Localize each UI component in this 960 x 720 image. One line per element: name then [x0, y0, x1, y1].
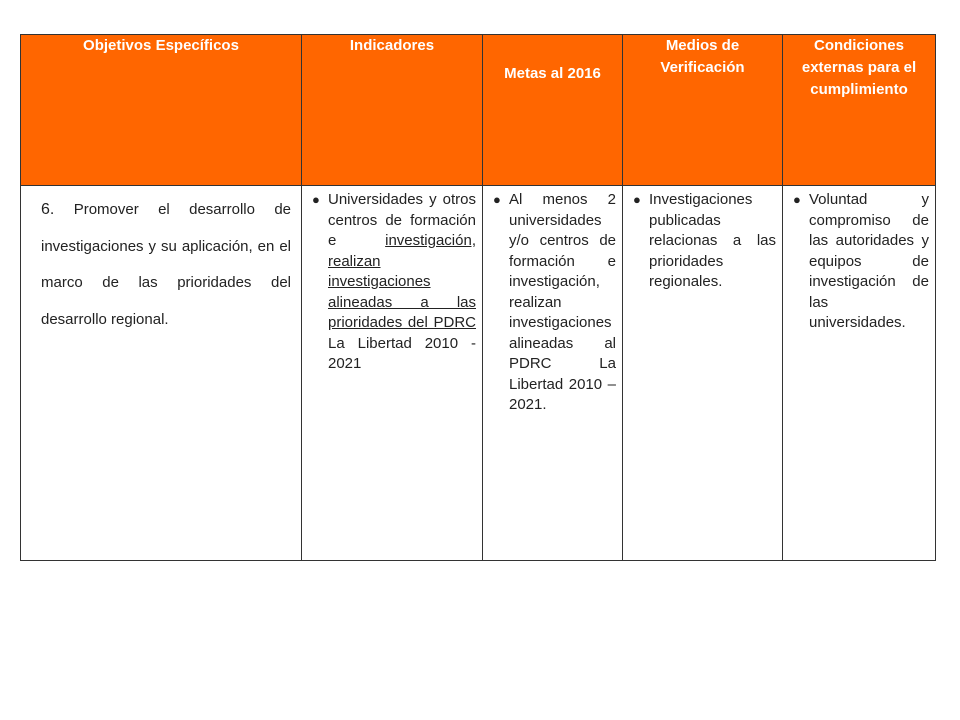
header-condiciones: Condiciones externas para el cumplimiento	[783, 35, 936, 186]
bullet-icon: ●	[793, 192, 801, 207]
objetivo-number: 6.	[41, 201, 55, 218]
meta-item	[487, 190, 616, 416]
condicion-cell	[783, 186, 936, 561]
objetivo-cell	[21, 186, 302, 561]
table-row	[21, 186, 936, 561]
header-medios: Medios de Verificación	[623, 35, 783, 186]
indicador-text-1: Universidades y otros centros de formación e	[328, 191, 476, 249]
header-metas: Metas al 2016	[483, 35, 623, 186]
medio-item	[627, 190, 776, 293]
bullet-icon: ●	[312, 192, 320, 207]
indicador-item	[306, 190, 476, 375]
meta-text: Al menos 2 universidades y/o centros de formación e investigación, realizan investigaciones alineadas al PDRC La Libertad 2010 – 2021.	[509, 191, 616, 413]
header-indicadores: Indicadores	[302, 35, 483, 186]
meta-cell	[483, 186, 623, 561]
medio-text: Investigaciones publicadas relacionas a las prioridades regionales.	[649, 191, 776, 290]
objetivo-text: Promover el desarrollo de investigaciones y su aplicación, en el marco de las prioridades del desarrollo regional.	[41, 201, 291, 328]
bullet-icon: ●	[493, 192, 501, 207]
medio-cell	[623, 186, 783, 561]
indicador-cell	[302, 186, 483, 561]
condicion-item	[787, 190, 929, 334]
condicion-text: Voluntad y compromiso de las autoridades y equipos de investigación de las universidades.	[809, 191, 929, 331]
bullet-icon: ●	[633, 192, 641, 207]
indicador-text-2: La Libertad 2010 - 2021	[328, 334, 476, 372]
header-objetivos: Objetivos Específicos	[21, 35, 302, 186]
logframe-table	[20, 34, 936, 561]
indicador-text-underlined: investigación, realizan investigaciones alineadas a las prioridades del PDRC	[328, 232, 476, 331]
header-row	[21, 35, 936, 186]
